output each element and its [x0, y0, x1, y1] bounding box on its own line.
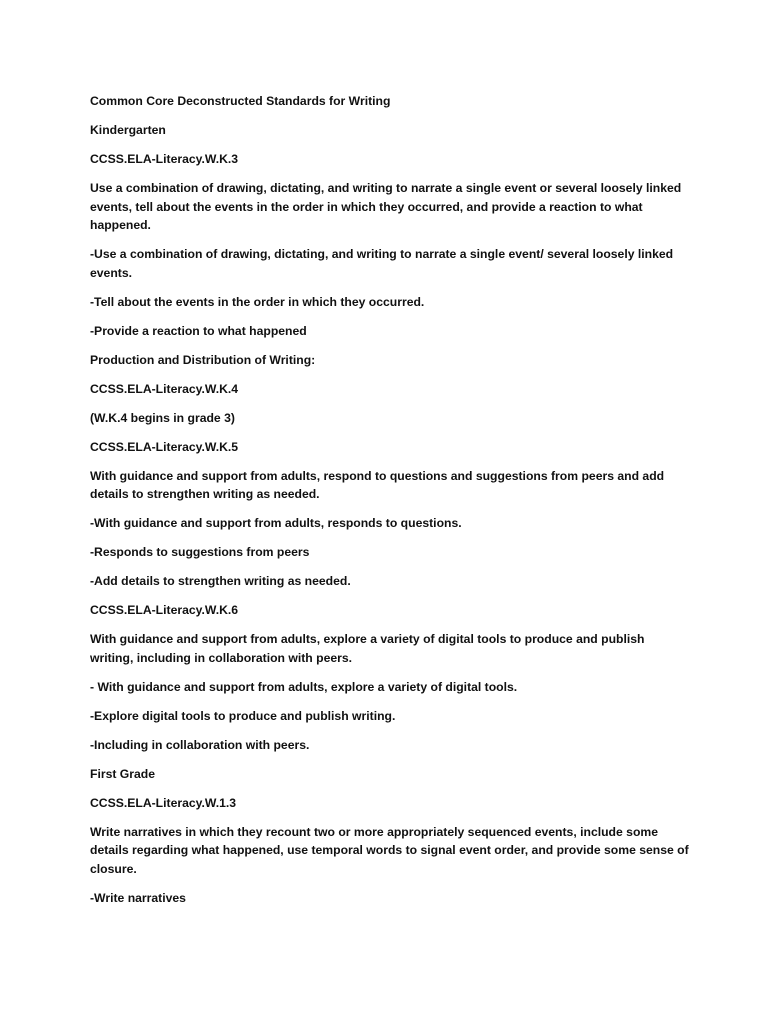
- deconstructed-item: -Write narratives: [90, 890, 186, 905]
- deconstructed-item: -Tell about the events in the order in which they occurred.: [90, 294, 425, 309]
- document-page: [90, 92, 690, 918]
- deconstructed-item: -Including in collaboration with peers.: [90, 737, 310, 752]
- deconstructed-item: -Provide a reaction to what happened: [90, 323, 307, 338]
- section-heading-kindergarten: Kindergarten: [90, 123, 166, 137]
- standard-code: CCSS.ELA-Literacy.W.1.3: [90, 795, 237, 810]
- standard-code: CCSS.ELA-Literacy.W.K.4: [90, 381, 239, 396]
- standard-code: CCSS.ELA-Literacy.W.K.5: [90, 439, 239, 454]
- standard-description: With guidance and support from adults, respond to questions and suggestions from peers and add details to strengthen writing as needed.: [90, 468, 665, 501]
- deconstructed-item: -Use a combination of drawing, dictating, and writing to narrate a single event/ several loosely linked events.: [90, 247, 674, 280]
- standard-code: CCSS.ELA-Literacy.W.K.6: [90, 603, 239, 617]
- deconstructed-item: -Add details to strengthen writing as needed.: [90, 574, 351, 588]
- standard-description: Write narratives in which they recount two or more appropriately sequenced events, include some details regarding what happened, use temporal words to signal event order, and provide some sense of closure.: [90, 824, 689, 876]
- deconstructed-item: -With guidance and support from adults, responds to questions.: [90, 516, 462, 530]
- standard-code: CCSS.ELA-Literacy.W.K.3: [90, 152, 239, 166]
- standard-note: (W.K.4 begins in grade 3): [90, 410, 235, 425]
- document-title: Common Core Deconstructed Standards for Writing: [90, 94, 391, 108]
- standard-description: With guidance and support from adults, explore a variety of digital tools to produce and publish writing, including in collaboration with peers.: [90, 632, 645, 665]
- section-heading-production: Production and Distribution of Writing:: [90, 352, 316, 367]
- deconstructed-item: -Explore digital tools to produce and publish writing.: [90, 708, 396, 723]
- standard-description: Use a combination of drawing, dictating, and writing to narrate a single event or several loosely linked events, tell about the events in the order in which they occurred, and provide a reaction to what happened.: [90, 181, 682, 232]
- deconstructed-item: -Responds to suggestions from peers: [90, 545, 310, 559]
- deconstructed-item: - With guidance and support from adults, explore a variety of digital tools.: [90, 679, 518, 694]
- section-heading-first-grade: First Grade: [90, 766, 156, 781]
